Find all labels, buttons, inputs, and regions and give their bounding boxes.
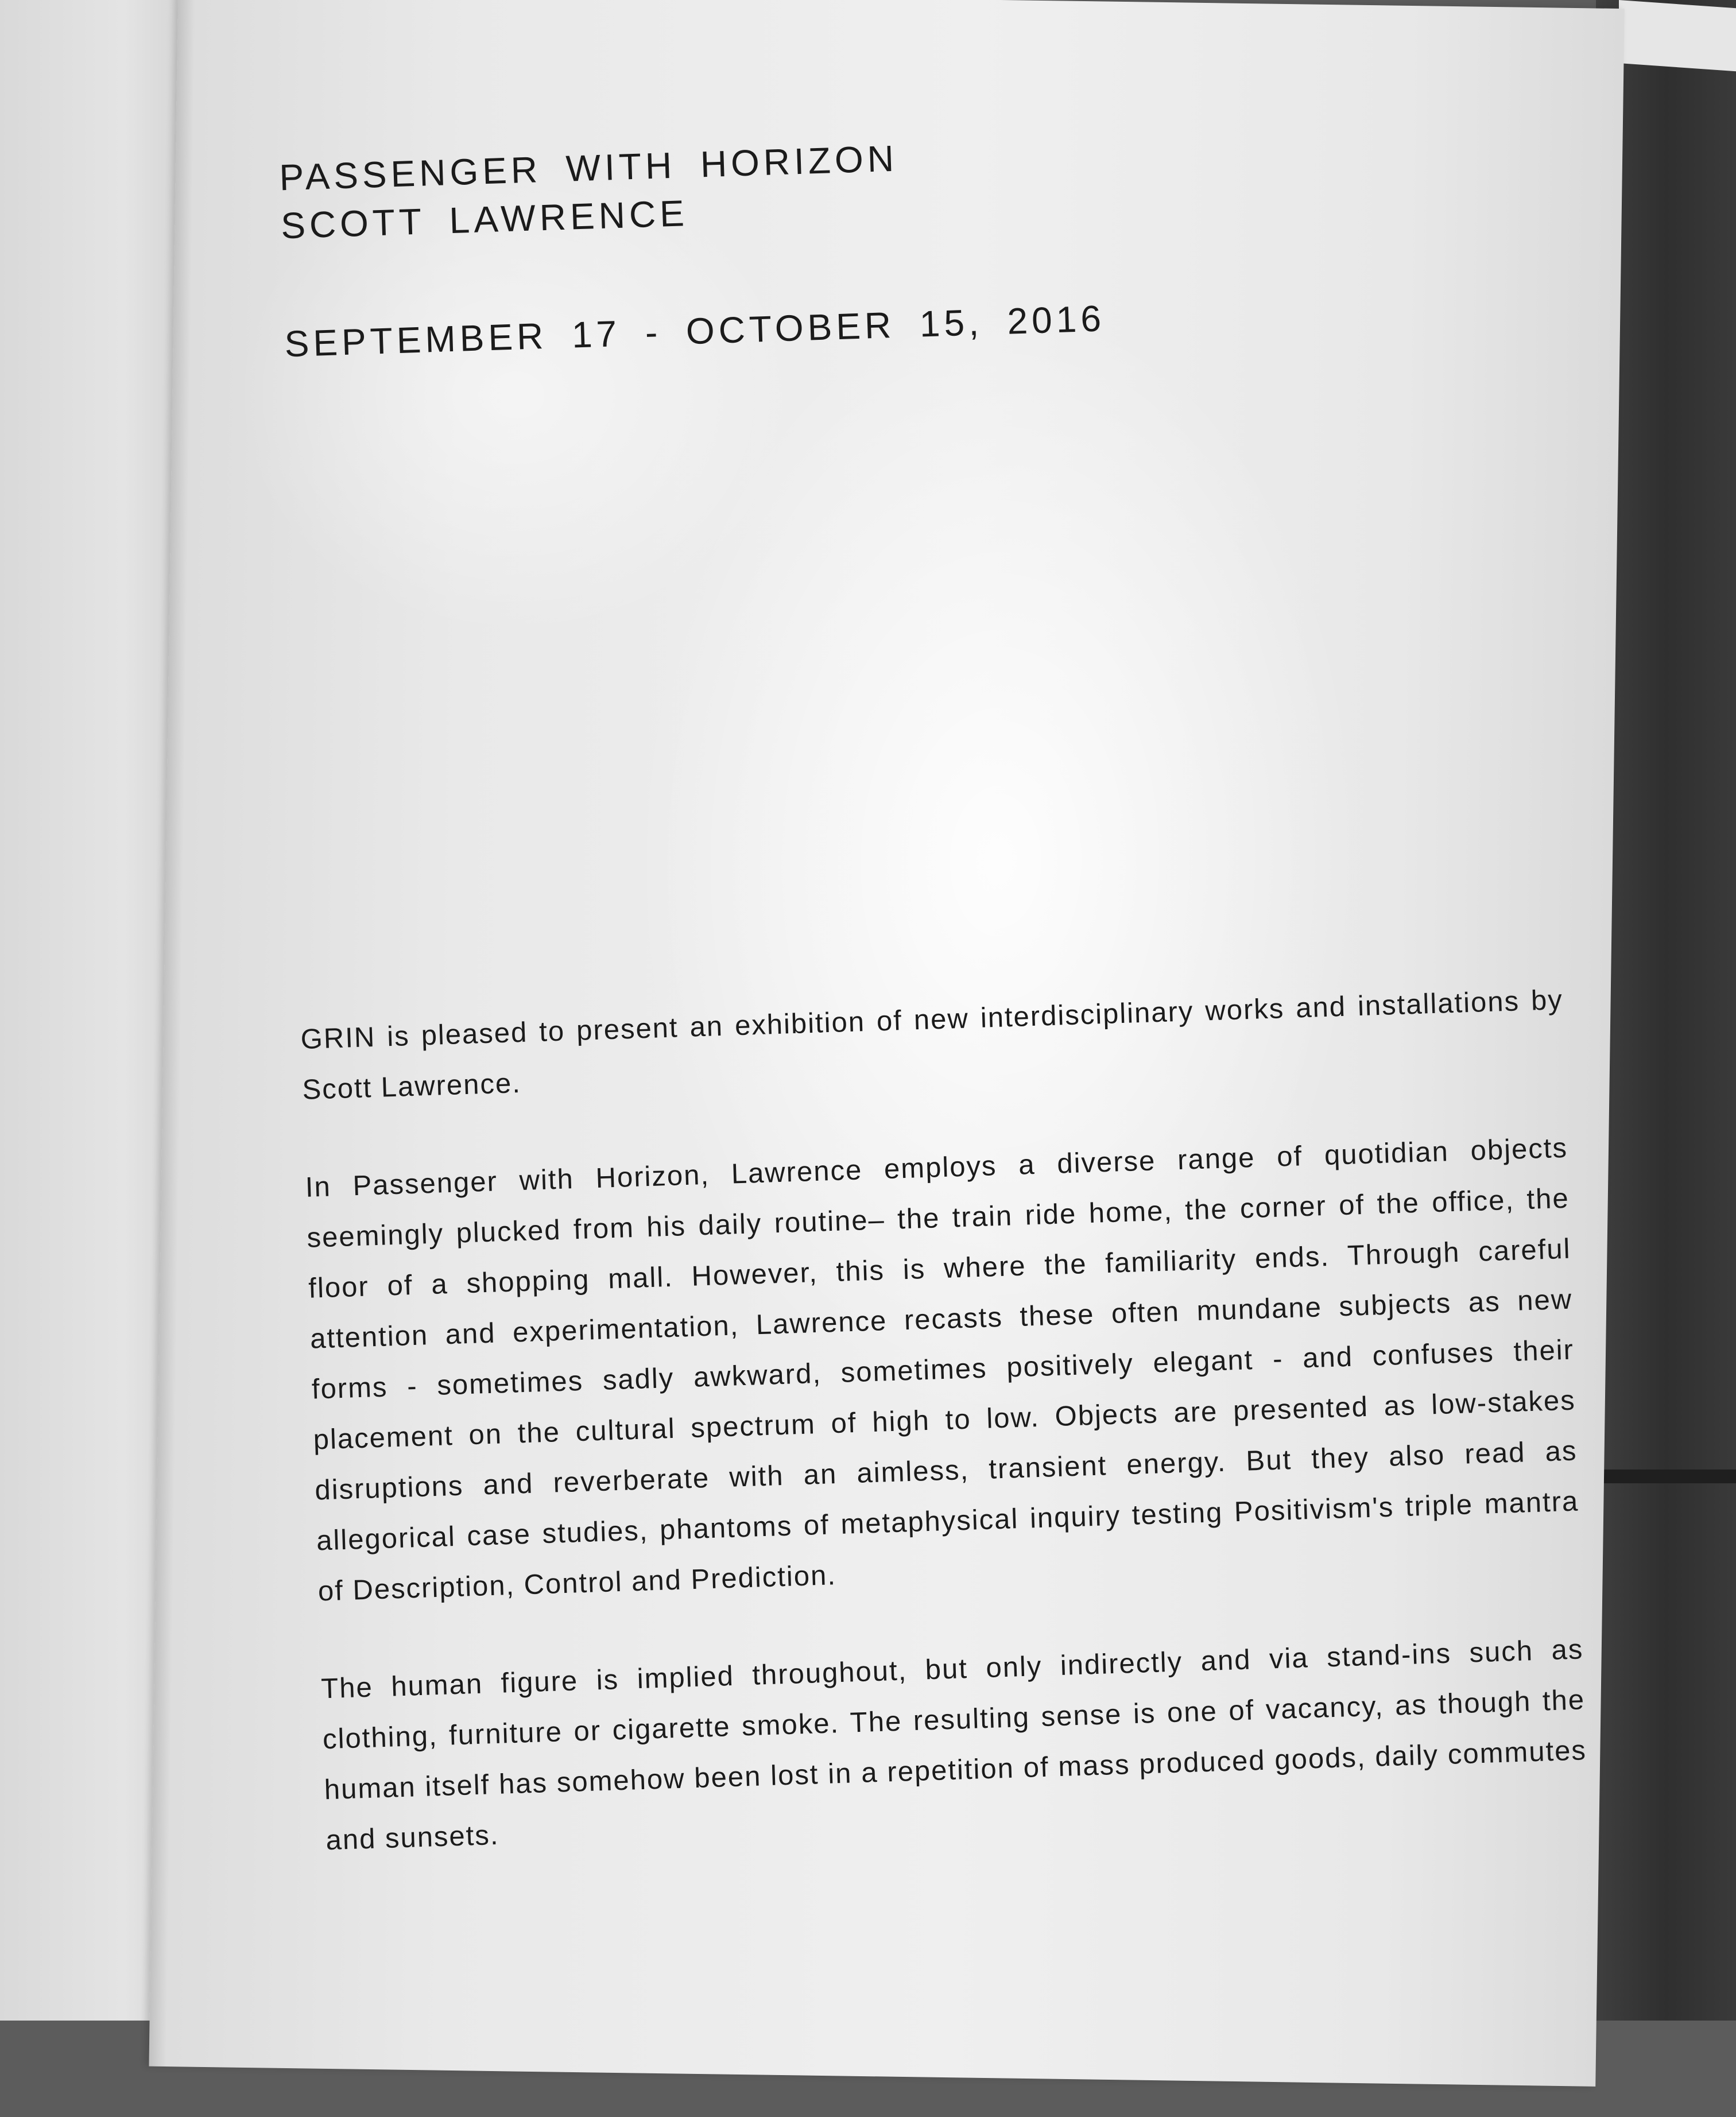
press-release-body [300, 975, 1590, 1913]
exhibition-title: PASSENGER WITH HORIZON [278, 137, 898, 199]
press-release-page [149, 0, 1624, 2087]
exhibition-heading [278, 134, 900, 250]
closing-paragraph: The human figure is implied throughout, but only indirectly and via stand-ins such as clothing, furniture or cigarette smoke. The resulting sense is one of vacancy, as though the human itself has somehow been lost in a repetition of mass produced goods, daily commutes and sunsets. [320, 1634, 1587, 1856]
intro-paragraph: GRIN is pleased to present an exhibition of new interdisciplinary works and installations by Scott Lawrence. [300, 984, 1564, 1106]
description-paragraph: In Passenger with Horizon, Lawrence employs a diverse range of quotidian objects seemingly plucked from his daily routine– the train ride home, the corner of the office, the floor of a shopping mall. However, this is where the familiarity ends. Through careful attention and experimentation, Lawrence recasts these often mundane subjects as new forms - sometimes sadly awkward, sometimes positively elegant - and confuses their placement on the cultural spectrum of high to low. Objects are presented as low-stakes disruptions and reverberate with an aimless, transient energy. But they also read as allegorical case studies, phantoms of metaphysical inquiry testing Positivism's triple mantra of Description, Control and Prediction. [305, 1132, 1580, 1607]
page-content [137, 0, 1648, 2097]
exhibition-dates: SEPTEMBER 17 - OCTOBER 15, 2016 [284, 297, 1106, 365]
artist-name: SCOTT LAWRENCE [280, 192, 689, 247]
